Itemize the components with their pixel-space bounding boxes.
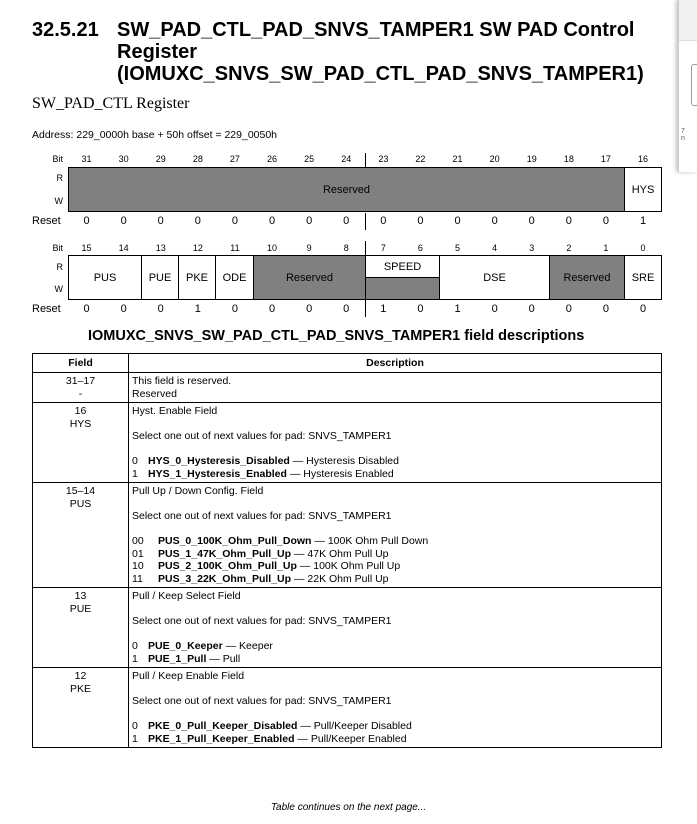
table-row	[33, 483, 662, 588]
value-code: 00	[132, 535, 144, 547]
reserved-field-lower-a-label: Reserved	[285, 271, 334, 284]
reset-value: 0	[491, 303, 498, 315]
description-text: Select one out of next values for pad: SNVS_TAMPER1	[132, 695, 392, 707]
reset-value: 0	[343, 215, 350, 227]
value-name: PKE_0_Pull_Keeper_Disabled	[148, 720, 298, 732]
byte-divider	[365, 213, 366, 230]
bit-number: 18	[563, 154, 574, 164]
reset-value: 0	[565, 303, 572, 315]
description-cell	[129, 483, 662, 588]
bit-number: 27	[229, 154, 240, 164]
value-code: 0	[132, 455, 138, 467]
section-title-line-1: SW_PAD_CTL_PAD_SNVS_TAMPER1 SW PAD Control	[117, 19, 635, 41]
value-name: PUE_1_Pull	[148, 652, 207, 665]
bit-number: 0	[640, 243, 646, 253]
field-descriptions-table	[32, 353, 662, 748]
value-name: PUS_1_47K_Ohm_Pull_Up	[158, 547, 292, 560]
reset-value: 0	[491, 215, 498, 227]
reserved-field-upper-label: Reserved	[322, 183, 371, 196]
pke-field	[178, 255, 216, 300]
reset-value: 0	[380, 215, 387, 227]
table-title: IOMUXC_SNVS_SW_PAD_CTL_PAD_SNVS_TAMPER1 field descriptions	[88, 328, 585, 344]
bit-number: 11	[230, 243, 240, 253]
description-text: Select one out of next values for pad: SNVS_TAMPER1	[132, 615, 392, 627]
description-cell	[129, 403, 662, 483]
reset-value: 0	[528, 215, 535, 227]
description-column-header: Description	[129, 354, 662, 373]
section-number: 32.5.21	[32, 19, 99, 41]
description-cell	[129, 668, 662, 748]
reset-value: 0	[268, 303, 276, 315]
value-entry	[132, 733, 658, 746]
table-row	[33, 588, 662, 668]
value-desc: — Pull/Keeper Disabled	[297, 720, 412, 732]
field-cell	[33, 403, 129, 483]
bit-number: 6	[417, 243, 423, 253]
reset-value: 0	[454, 215, 461, 227]
bit-number: 17	[600, 154, 611, 164]
value-code: 11	[132, 572, 143, 585]
ode-field-label: ODE	[222, 271, 247, 284]
description-cell	[129, 588, 662, 668]
bit-number: 24	[341, 154, 352, 164]
write-row-label: W	[54, 284, 63, 294]
value-entry	[132, 640, 658, 653]
reset-value: 0	[602, 215, 609, 227]
reset-value: 0	[83, 303, 90, 315]
reset-value: 0	[306, 303, 313, 315]
reset-value: 0	[157, 303, 164, 315]
reset-value: 0	[120, 303, 127, 315]
reset-value: 1	[639, 215, 647, 227]
reset-value: 0	[231, 303, 238, 315]
value-name: HYS_1_Hysteresis_Enabled	[148, 467, 287, 480]
value-code: 1	[132, 652, 138, 665]
reset-value: 0	[306, 215, 313, 227]
value-desc: — 47K Ohm Pull Up	[291, 547, 389, 560]
value-name: PUS_3_22K_Ohm_Pull_Up	[158, 572, 292, 585]
field-name: HYS	[69, 417, 92, 430]
bit-number: 25	[304, 154, 315, 164]
ode-field	[215, 255, 254, 300]
bit-row-label: Bit	[52, 243, 63, 253]
bit-number: 5	[455, 243, 461, 253]
pue-field-label: PUE	[148, 271, 172, 284]
bit-number: 7	[380, 243, 386, 253]
table-row	[33, 373, 662, 403]
value-desc: — 22K Ohm Pull Up	[291, 572, 389, 585]
field-column-header: Field	[33, 354, 129, 373]
value-desc: — Keeper	[222, 640, 273, 652]
register-subheading: SW_PAD_CTL Register	[32, 95, 190, 112]
bit-number: 29	[155, 154, 166, 164]
value-code: 0	[132, 640, 138, 652]
bit-number: 1	[603, 243, 609, 253]
section-title	[117, 19, 677, 85]
bit-number: 4	[492, 243, 498, 253]
bit-number: 10	[267, 243, 278, 253]
section-title-line-2: Register	[117, 41, 198, 63]
reset-value: 1	[380, 303, 387, 315]
field-name: PKE	[69, 682, 91, 695]
reserved-field-upper	[68, 167, 625, 212]
byte-divider	[365, 153, 366, 167]
bit-number: 16	[638, 154, 649, 164]
field-cell	[33, 668, 129, 748]
bit-number: 15	[81, 243, 92, 253]
reset-value: 0	[231, 215, 238, 227]
field-name: PUS	[69, 497, 92, 510]
reset-value: 0	[417, 215, 424, 227]
description-title: Hyst. Enable Field	[132, 405, 218, 417]
bit-number: 30	[118, 154, 129, 164]
value-desc: — Hysteresis Enabled	[286, 467, 394, 480]
side-panel-fragment	[678, 0, 697, 172]
bit-number: 19	[526, 154, 537, 164]
reset-value: 0	[528, 303, 535, 315]
bit-number: 12	[192, 243, 203, 253]
field-cell	[33, 483, 129, 588]
table-row	[33, 668, 662, 748]
field-bits: 31–17	[65, 375, 96, 387]
value-entry	[132, 573, 658, 586]
description-cell	[129, 373, 662, 403]
reset-value: 0	[120, 215, 127, 227]
value-entry	[132, 560, 658, 573]
value-desc: — Pull/Keeper Enabled	[294, 732, 407, 745]
value-entry	[132, 535, 658, 548]
pue-field	[141, 255, 179, 300]
hys-field	[624, 167, 662, 212]
field-cell	[33, 588, 129, 668]
read-row-label: R	[56, 262, 63, 272]
section-title-line-3: (IOMUXC_SNVS_SW_PAD_CTL_PAD_SNVS_TAMPER1)	[117, 63, 644, 85]
reset-row-label: Reset	[32, 303, 61, 315]
bit-number: 22	[415, 154, 426, 164]
description-title: Pull / Keep Enable Field	[132, 670, 245, 682]
value-desc: — Hysteresis Disabled	[289, 455, 399, 467]
bit-number: 2	[566, 243, 572, 253]
reserved-field-lower-b	[549, 255, 625, 300]
bit-number: 14	[118, 243, 129, 253]
value-entry	[132, 455, 658, 468]
bit-number: 23	[378, 154, 389, 164]
value-entry	[132, 468, 658, 481]
speed-write-reserved	[365, 277, 440, 300]
sre-field	[624, 255, 662, 300]
register-address: Address: 229_0000h base + 50h offset = 229_0050h	[32, 129, 278, 141]
value-desc: — Pull	[206, 652, 241, 665]
field-bits: 12	[74, 670, 87, 682]
table-header-row	[33, 354, 662, 373]
side-panel-header	[679, 0, 697, 41]
dse-field-label: DSE	[483, 271, 506, 284]
description-text: Select one out of next values for pad: SNVS_TAMPER1	[132, 510, 392, 522]
reset-value: 0	[565, 215, 572, 227]
value-name: PUS_0_100K_Ohm_Pull_Down	[158, 535, 312, 547]
reset-value: 1	[454, 303, 461, 315]
bit-row-label: Bit	[52, 154, 63, 164]
speed-field-label: SPEED	[383, 260, 422, 273]
bit-number: 13	[155, 243, 166, 253]
field-cell	[33, 373, 129, 403]
reset-value: 0	[417, 303, 424, 315]
sre-field-label: SRE	[631, 271, 655, 284]
value-desc: — 100K Ohm Pull Up	[296, 560, 401, 572]
value-code: 1	[132, 732, 138, 745]
pus-field-label: PUS	[93, 271, 117, 284]
continuation-note: Table continues on the next page...	[270, 802, 427, 813]
bit-number: 31	[81, 154, 92, 164]
reset-row-label: Reset	[32, 215, 61, 227]
value-name: PUE_0_Keeper	[148, 640, 223, 652]
description-title: Pull Up / Down Config. Field	[132, 485, 264, 497]
value-entry	[132, 548, 658, 561]
bit-number: 20	[489, 154, 500, 164]
value-entry	[132, 720, 658, 733]
value-code: 1	[132, 467, 138, 480]
bit-number: 3	[529, 243, 535, 253]
value-code: 01	[132, 547, 144, 560]
read-row-label: R	[56, 173, 63, 183]
byte-divider	[365, 241, 366, 255]
description-text: Reserved	[132, 387, 177, 400]
speed-field	[365, 255, 440, 278]
bit-number: 21	[452, 154, 463, 164]
field-bits: 13	[74, 590, 87, 602]
byte-divider	[365, 300, 366, 317]
reserved-field-lower-b-label: Reserved	[563, 271, 611, 284]
description-text: This field is reserved.	[132, 375, 232, 387]
value-name: PKE_1_Pull_Keeper_Enabled	[148, 732, 295, 745]
value-code: 10	[132, 560, 144, 572]
value-name: PUS_2_100K_Ohm_Pull_Up	[158, 560, 297, 572]
side-panel-input[interactable]	[691, 64, 697, 106]
pus-field	[68, 255, 142, 300]
field-name: -	[78, 387, 83, 400]
reset-value: 0	[602, 303, 609, 315]
reset-value: 0	[639, 303, 647, 315]
value-entry	[132, 653, 658, 666]
pke-field-label: PKE	[185, 271, 208, 284]
table-row	[33, 403, 662, 483]
bit-number: 28	[192, 154, 203, 164]
reset-value: 0	[83, 215, 90, 227]
dse-field	[439, 255, 550, 300]
reset-value: 0	[268, 215, 276, 227]
value-name: HYS_0_Hysteresis_Disabled	[148, 455, 290, 467]
value-code: 0	[132, 720, 138, 732]
field-name: PUE	[69, 602, 92, 615]
description-title: Pull / Keep Select Field	[132, 590, 241, 602]
write-row-label: W	[54, 196, 63, 206]
side-panel-mark: 7 n	[681, 128, 685, 142]
reset-value: 1	[194, 303, 201, 315]
reset-value: 0	[194, 215, 201, 227]
field-bits: 16	[74, 405, 87, 417]
hys-field-label: HYS	[631, 183, 655, 196]
description-text: Select one out of next values for pad: SNVS_TAMPER1	[132, 430, 392, 442]
value-desc: — 100K Ohm Pull Down	[311, 535, 429, 547]
field-bits: 15–14	[65, 485, 96, 497]
reset-value: 0	[157, 215, 164, 227]
reserved-field-lower-a	[253, 255, 366, 300]
bit-number: 8	[343, 243, 349, 253]
bit-number: 9	[306, 243, 312, 253]
bit-number: 26	[267, 154, 278, 164]
reset-value: 0	[343, 303, 350, 315]
